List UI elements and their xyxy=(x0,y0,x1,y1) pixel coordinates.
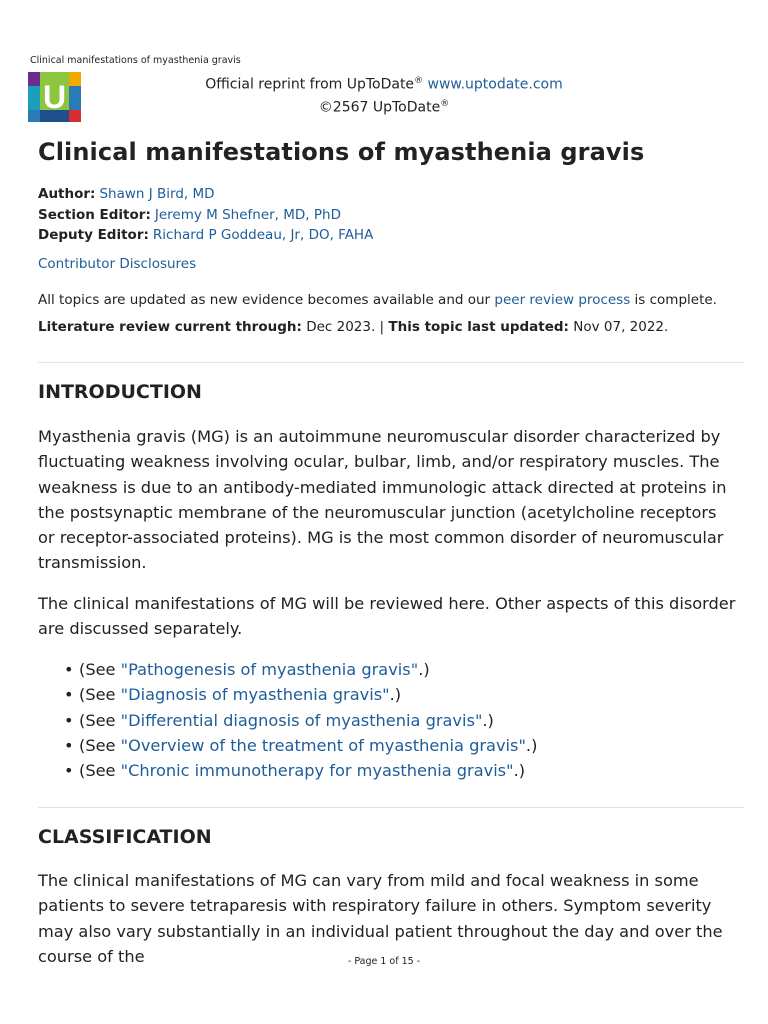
author-line: Author: Shawn J Bird, MD xyxy=(38,186,215,202)
classification-paragraph-1: The clinical manifestations of MG can vary from mild and focal weakness in some patients to severe tetraparesis with respiratory failure in others. Symptom severity may also vary substantially in an individual patient throughout the day and over the course of the xyxy=(38,871,723,966)
list-item: • (See "Chronic immunotherapy for myasthenia gravis".) xyxy=(38,758,537,783)
contributor-disclosures-link[interactable]: Contributor Disclosures xyxy=(38,256,197,272)
reprint-notice xyxy=(0,72,768,117)
section-editor-link[interactable]: Jeremy M Shefner, MD, PhD xyxy=(154,207,341,223)
print-header: Clinical manifestations of myasthenia gravis xyxy=(30,55,241,66)
list-item: • (See "Differential diagnosis of myasthenia gravis".) xyxy=(38,708,537,733)
see-also-link[interactable]: "Pathogenesis of myasthenia gravis" xyxy=(120,660,419,679)
see-also-link[interactable]: "Diagnosis of myasthenia gravis" xyxy=(120,685,390,705)
see-also-link[interactable]: "Differential diagnosis of myasthenia gravis" xyxy=(120,710,483,730)
section-divider xyxy=(38,807,744,808)
see-also-link[interactable]: "Chronic immunotherapy for myasthenia gravis" xyxy=(120,761,514,781)
page-title: Clinical manifestations of myasthenia gravis xyxy=(38,138,645,166)
section-editor-line: Section Editor: Jeremy M Shefner, MD, PhD xyxy=(38,207,341,223)
literature-review-line: Literature review current through: Dec 2023. | This topic last updated: Nov 07, 2022. xyxy=(38,319,669,335)
deputy-editor-line: Deputy Editor: Richard P Goddeau, Jr, DO, FAHA xyxy=(38,227,374,243)
introduction-heading: INTRODUCTION xyxy=(38,381,202,403)
list-item: • (See "Diagnosis of myasthenia gravis".) xyxy=(38,682,537,707)
contributor-disclosures-line xyxy=(38,256,196,272)
update-note: All topics are updated as new evidence becomes available and our peer review process is complete. xyxy=(38,292,717,308)
list-item: • (See "Overview of the treatment of myasthenia gravis".) xyxy=(38,733,537,758)
see-also-link[interactable]: "Overview of the treatment of myasthenia gravis" xyxy=(120,735,526,755)
author-link[interactable]: Shawn J Bird, MD xyxy=(99,186,215,202)
see-also-list xyxy=(38,657,537,783)
page-number-footer: - Page 1 of 15 - xyxy=(347,956,421,967)
section-divider xyxy=(38,362,744,363)
reprint-line-2: ©2567 UpToDate® xyxy=(318,98,450,116)
logo-letter: U xyxy=(42,79,67,115)
classification-heading: CLASSIFICATION xyxy=(38,826,212,848)
deputy-editor-link[interactable]: Richard P Goddeau, Jr, DO, FAHA xyxy=(152,227,374,243)
introduction-paragraph-2: The clinical manifestations of MG will be reviewed here. Other aspects of this disorder are discussed separately. xyxy=(38,594,736,639)
uptodate-url-link[interactable]: www.uptodate.com xyxy=(427,76,563,93)
list-item: • (See "Pathogenesis of myasthenia gravis".) xyxy=(38,657,537,682)
introduction-paragraph-1: Myasthenia gravis (MG) is an autoimmune neuromuscular disorder characterized by fluctuating weakness involving ocular, bulbar, limb, and/or respiratory muscles. The weakness is due to an antibody-mediated immunologic attack directed at proteins in the postsynaptic membrane of the neuromuscular junction (acetylcholine receptors or receptor-associated proteins). MG is the most common disorder of neuromuscular transmission. xyxy=(38,427,727,573)
peer-review-process-link[interactable]: peer review process xyxy=(494,292,631,308)
reprint-line-1: Official reprint from UpToDate® www.uptodate.com xyxy=(205,76,563,93)
